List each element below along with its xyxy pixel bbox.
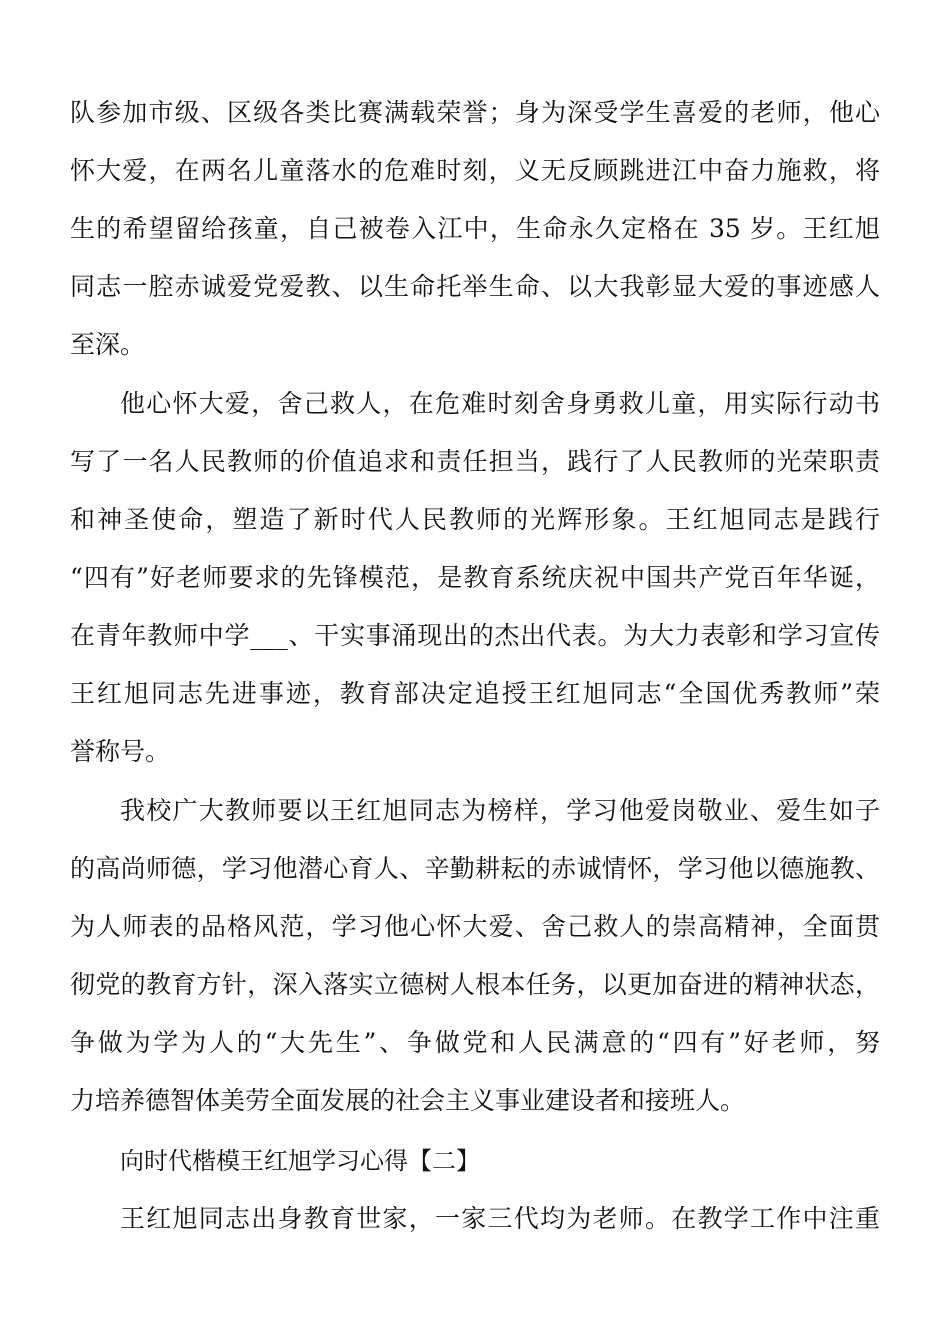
paragraph-3-line-5: 争做为学为人的“大先生”、争做党和人民满意的“四有”好老师，努 xyxy=(70,1028,880,1057)
paragraph-2-line-1: 他心怀大爱，舍己救人，在危难时刻舍身勇救儿童，用实际行动书 xyxy=(120,389,880,418)
paragraph-1-line-2: 怀大爱，在两名儿童落水的危难时刻，义无反顾跳进江中奋力施救，将 xyxy=(70,156,880,185)
paragraph-3-line-6: 力培养德智体美劳全面发展的社会主义事业建设者和接班人。 xyxy=(70,1086,746,1115)
paragraph-2-line-3: 和神圣使命，塑造了新时代人民教师的光辉形象。王红旭同志是践行 xyxy=(70,505,880,534)
paragraph-2-line-5: 在青年教师中学___、干实事涌现出的杰出代表。为大力表彰和学习宣传 xyxy=(70,621,880,650)
paragraph-3-line-4: 彻党的教育方针，深入落实立德树人根本任务，以更加奋进的精神状态， xyxy=(70,970,880,999)
paragraph-2-line-2: 写了一名人民教师的价值追求和责任担当，践行了人民教师的光荣职责 xyxy=(70,447,880,476)
paragraph-2-line-7: 誉称号。 xyxy=(70,737,171,766)
paragraph-2-line-6: 王红旭同志先进事迹，教育部决定追授王红旭同志“全国优秀教师”荣 xyxy=(70,679,880,708)
section-heading: 向时代楷模王红旭学习心得【二】 xyxy=(120,1147,480,1175)
paragraph-3-line-1: 我校广大教师要以王红旭同志为榜样，学习他爱岗敬业、爱生如子 xyxy=(120,796,880,825)
final-paragraph-line-1: 王红旭同志出身教育世家，一家三代均为老师。在教学工作中注重 xyxy=(120,1204,880,1233)
paragraph-1-line-3: 生的希望留给孩童，自己被卷入江中，生命永久定格在 35 岁。王红旭 xyxy=(70,214,880,243)
paragraph-3-line-3: 为人师表的品格风范，学习他心怀大爱、舍己救人的崇高精神，全面贯 xyxy=(70,912,880,941)
paragraph-1-line-1: 队参加市级、区级各类比赛满载荣誉；身为深受学生喜爱的老师，他心 xyxy=(70,98,880,127)
paragraph-1-line-4: 同志一腔赤诚爱党爱教、以生命托举生命、以大我彰显大爱的事迹感人 xyxy=(70,272,880,301)
paragraph-2-line-4: “四有”好老师要求的先锋模范，是教育系统庆祝中国共产党百年华诞， xyxy=(70,563,880,592)
paragraph-3-line-2: 的高尚师德，学习他潜心育人、辛勤耕耘的赤诚情怀，学习他以德施教、 xyxy=(70,854,880,883)
paragraph-1-line-5: 至深。 xyxy=(70,330,146,359)
